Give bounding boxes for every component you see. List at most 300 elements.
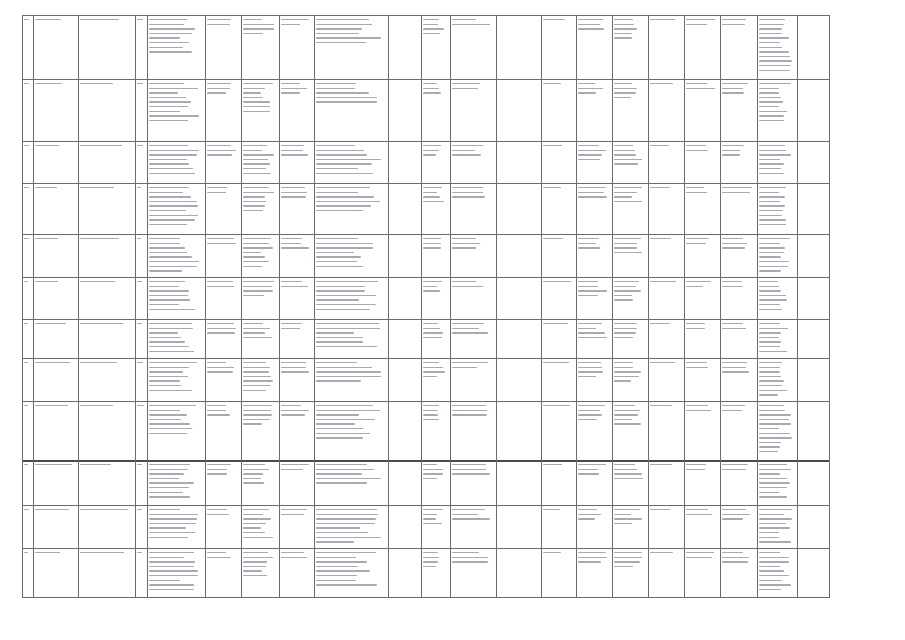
illegible-text-line: [543, 552, 561, 553]
illegible-text-line: [578, 332, 605, 333]
illegible-text-line: [543, 145, 562, 146]
illegible-text-line: [316, 473, 362, 474]
illegible-text-line: [316, 332, 354, 333]
table-cell: [279, 15, 314, 79]
illegible-text-line: [281, 328, 300, 329]
illegible-text-line: [207, 509, 227, 510]
table-cell: [757, 15, 797, 79]
illegible-text-line: [686, 145, 706, 146]
table-cell: [541, 460, 576, 505]
illegible-text-line: [686, 405, 708, 406]
table-cell: [314, 319, 388, 358]
table-cell: [797, 277, 829, 319]
illegible-text-line: [423, 28, 444, 29]
illegible-text-line: [316, 518, 376, 519]
illegible-text-line: [149, 163, 189, 164]
illegible-text-line: [423, 376, 437, 377]
illegible-text-line: [759, 496, 787, 497]
illegible-text-line: [686, 557, 712, 558]
illegible-text-line: [759, 385, 782, 386]
table-cell: [22, 548, 33, 597]
illegible-text-line: [137, 187, 141, 188]
illegible-text-line: [316, 205, 371, 206]
table-cell: [135, 183, 147, 234]
illegible-text-line: [686, 552, 714, 553]
illegible-text-line: [207, 238, 234, 239]
illegible-text-line: [281, 410, 309, 411]
illegible-text-line: [759, 115, 784, 116]
illegible-text-line: [650, 464, 672, 465]
table-cell: [496, 141, 541, 183]
table-cell: [279, 183, 314, 234]
illegible-text-line: [243, 509, 269, 510]
illegible-text-line: [686, 328, 705, 329]
table-cell: [279, 79, 314, 141]
illegible-text-line: [316, 37, 381, 38]
illegible-text-line: [686, 281, 711, 282]
illegible-text-line: [759, 394, 778, 395]
illegible-text-line: [207, 24, 230, 25]
illegible-text-line: [759, 552, 780, 553]
table-cell: [147, 79, 205, 141]
table-cell: [648, 15, 684, 79]
table-cell: [135, 548, 147, 597]
table-cell: [450, 319, 496, 358]
illegible-text-line: [759, 187, 786, 188]
illegible-text-line: [149, 150, 199, 151]
table-cell: [135, 460, 147, 505]
illegible-text-line: [243, 168, 266, 169]
table-cell: [541, 358, 576, 401]
illegible-text-line: [316, 380, 361, 381]
illegible-text-line: [80, 281, 115, 282]
illegible-text-line: [149, 385, 181, 386]
illegible-text-line: [650, 509, 670, 510]
illegible-text-line: [423, 523, 442, 524]
illegible-text-line: [316, 256, 361, 257]
illegible-text-line: [80, 362, 117, 363]
illegible-text-line: [578, 414, 602, 415]
table-cell: [135, 505, 147, 548]
illegible-text-line: [722, 371, 749, 372]
table-cell: [576, 548, 612, 597]
illegible-text-line: [281, 92, 300, 93]
illegible-text-line: [614, 464, 635, 465]
table-cell: [421, 79, 450, 141]
illegible-text-line: [149, 281, 185, 282]
illegible-text-line: [149, 557, 184, 558]
illegible-text-line: [149, 286, 179, 287]
illegible-text-line: [243, 192, 274, 193]
illegible-text-line: [543, 362, 569, 363]
table-cell: [496, 319, 541, 358]
illegible-text-line: [243, 518, 271, 519]
table-cell: [205, 505, 241, 548]
illegible-text-line: [722, 514, 750, 515]
illegible-text-line: [137, 281, 142, 282]
illegible-text-line: [614, 410, 640, 411]
illegible-text-line: [759, 346, 780, 347]
illegible-text-line: [722, 238, 743, 239]
illegible-text-line: [316, 252, 354, 253]
illegible-text-line: [243, 371, 269, 372]
illegible-text-line: [24, 83, 29, 84]
illegible-text-line: [578, 328, 596, 329]
table-cell: [33, 183, 78, 234]
illegible-text-line: [149, 51, 192, 52]
table-cell: [314, 358, 388, 401]
table-cell: [496, 505, 541, 548]
illegible-text-line: [578, 557, 607, 558]
illegible-text-line: [452, 192, 483, 193]
table-cell: [450, 79, 496, 141]
table-cell: [576, 319, 612, 358]
table-cell: [612, 15, 648, 79]
illegible-text-line: [423, 328, 440, 329]
table-cell: [22, 234, 33, 277]
illegible-text-line: [759, 362, 782, 363]
illegible-text-line: [759, 566, 780, 567]
illegible-text-line: [614, 37, 632, 38]
illegible-text-line: [759, 557, 789, 558]
illegible-text-line: [149, 371, 183, 372]
illegible-text-line: [423, 509, 443, 510]
table-cell: [541, 234, 576, 277]
illegible-text-line: [149, 414, 187, 415]
illegible-text-line: [80, 552, 124, 553]
illegible-text-line: [316, 532, 368, 533]
illegible-text-line: [24, 464, 28, 465]
illegible-text-line: [423, 187, 442, 188]
table-cell: [720, 15, 757, 79]
table-cell: [388, 234, 421, 277]
illegible-text-line: [316, 527, 360, 528]
illegible-text-line: [759, 120, 784, 121]
illegible-text-line: [423, 238, 441, 239]
table-cell: [314, 505, 388, 548]
table-cell: [241, 183, 279, 234]
table-cell: [612, 79, 648, 141]
illegible-text-line: [207, 150, 236, 151]
illegible-text-line: [316, 266, 363, 267]
illegible-text-line: [316, 433, 370, 434]
table-cell: [797, 183, 829, 234]
table-cell: [22, 79, 33, 141]
illegible-text-line: [149, 584, 194, 585]
illegible-text-line: [149, 570, 198, 571]
illegible-text-line: [316, 196, 374, 197]
illegible-text-line: [543, 238, 563, 239]
illegible-text-line: [722, 518, 743, 519]
illegible-text-line: [722, 92, 744, 93]
illegible-text-line: [423, 33, 440, 34]
illegible-text-line: [578, 238, 599, 239]
illegible-text-line: [316, 210, 363, 211]
illegible-text-line: [614, 566, 633, 567]
illegible-text-line: [614, 509, 640, 510]
table-cell: [576, 460, 612, 505]
illegible-text-line: [423, 566, 436, 567]
illegible-text-line: [578, 323, 602, 324]
illegible-text-line: [316, 337, 363, 338]
illegible-text-line: [316, 376, 381, 377]
illegible-text-line: [614, 290, 641, 291]
illegible-text-line: [281, 371, 309, 372]
illegible-text-line: [452, 243, 480, 244]
illegible-text-line: [207, 367, 234, 368]
illegible-text-line: [578, 376, 596, 377]
illegible-text-line: [614, 19, 633, 20]
illegible-text-line: [35, 464, 72, 465]
illegible-text-line: [452, 332, 488, 333]
illegible-text-line: [149, 518, 197, 519]
table-cell: [684, 401, 720, 460]
illegible-text-line: [243, 163, 270, 164]
illegible-text-line: [243, 566, 266, 567]
illegible-text-line: [281, 88, 307, 89]
illegible-text-line: [759, 351, 787, 352]
illegible-text-line: [722, 286, 743, 287]
table-cell: [757, 277, 797, 319]
table-cell: [22, 401, 33, 460]
illegible-text-line: [281, 514, 304, 515]
table-cell: [78, 234, 135, 277]
table-cell: [135, 319, 147, 358]
table-cell: [33, 15, 78, 79]
illegible-text-line: [759, 270, 781, 271]
illegible-text-line: [149, 464, 190, 465]
illegible-text-line: [207, 243, 236, 244]
table-cell: [648, 319, 684, 358]
illegible-text-line: [149, 224, 187, 225]
table-cell: [241, 505, 279, 548]
illegible-text-line: [650, 238, 671, 239]
illegible-text-line: [614, 514, 631, 515]
illegible-text-line: [316, 290, 365, 291]
illegible-text-line: [452, 24, 490, 25]
illegible-text-line: [243, 561, 267, 562]
illegible-text-line: [316, 514, 378, 515]
table-cell: [684, 277, 720, 319]
table-cell: [421, 505, 450, 548]
illegible-text-line: [207, 332, 235, 333]
illegible-text-line: [149, 362, 197, 363]
table-cell: [147, 358, 205, 401]
illegible-text-line: [614, 192, 637, 193]
illegible-text-line: [722, 410, 742, 411]
illegible-text-line: [423, 557, 439, 558]
illegible-text-line: [614, 33, 632, 34]
illegible-text-line: [722, 154, 740, 155]
illegible-text-line: [149, 580, 180, 581]
illegible-text-line: [759, 589, 781, 590]
illegible-text-line: [207, 328, 236, 329]
table-cell: [496, 277, 541, 319]
illegible-text-line: [614, 323, 637, 324]
illegible-text-line: [316, 83, 356, 84]
illegible-text-line: [149, 145, 188, 146]
table-column-divider: [829, 15, 830, 597]
table-cell: [279, 277, 314, 319]
illegible-text-line: [281, 362, 306, 363]
illegible-text-line: [423, 419, 439, 420]
illegible-text-line: [759, 575, 789, 576]
illegible-text-line: [243, 405, 272, 406]
illegible-text-line: [614, 478, 643, 479]
illegible-text-line: [149, 537, 188, 538]
illegible-text-line: [149, 196, 191, 197]
illegible-text-line: [149, 323, 192, 324]
illegible-text-line: [423, 145, 441, 146]
illegible-text-line: [614, 469, 637, 470]
illegible-text-line: [316, 405, 373, 406]
illegible-text-line: [614, 88, 637, 89]
illegible-text-line: [316, 281, 378, 282]
table-cell: [648, 460, 684, 505]
illegible-text-line: [149, 304, 179, 305]
table-cell: [720, 505, 757, 548]
table-cell: [205, 79, 241, 141]
table-cell: [612, 505, 648, 548]
illegible-text-line: [207, 473, 227, 474]
illegible-text-line: [316, 464, 367, 465]
table-cell: [147, 183, 205, 234]
table-cell: [612, 277, 648, 319]
illegible-text-line: [759, 337, 779, 338]
table-cell: [612, 401, 648, 460]
illegible-text-line: [759, 390, 787, 391]
illegible-text-line: [423, 24, 438, 25]
illegible-text-line: [281, 24, 300, 25]
illegible-text-line: [452, 150, 475, 151]
illegible-text-line: [243, 523, 266, 524]
illegible-text-line: [316, 566, 358, 567]
illegible-text-line: [316, 557, 356, 558]
illegible-text-line: [243, 552, 268, 553]
illegible-text-line: [722, 145, 744, 146]
table-cell: [78, 505, 135, 548]
illegible-text-line: [24, 323, 28, 324]
illegible-text-line: [614, 83, 632, 84]
illegible-text-line: [149, 566, 194, 567]
table-cell: [33, 460, 78, 505]
table-cell: [757, 401, 797, 460]
illegible-text-line: [207, 557, 231, 558]
illegible-text-line: [543, 464, 562, 465]
table-cell: [450, 141, 496, 183]
illegible-text-line: [614, 419, 632, 420]
illegible-text-line: [149, 215, 198, 216]
illegible-text-line: [759, 464, 787, 465]
illegible-text-line: [650, 405, 672, 406]
illegible-text-line: [316, 28, 362, 29]
table-cell: [314, 401, 388, 460]
illegible-text-line: [243, 328, 270, 329]
table-cell: [757, 319, 797, 358]
illegible-text-line: [137, 362, 143, 363]
illegible-text-line: [316, 561, 367, 562]
illegible-text-line: [281, 150, 303, 151]
table-cell: [757, 358, 797, 401]
illegible-text-line: [759, 92, 779, 93]
illegible-text-line: [452, 518, 490, 519]
table-cell: [757, 141, 797, 183]
table-cell: [314, 79, 388, 141]
illegible-text-line: [243, 557, 273, 558]
illegible-text-line: [243, 154, 274, 155]
illegible-text-line: [578, 367, 602, 368]
illegible-text-line: [759, 580, 782, 581]
illegible-text-line: [614, 367, 633, 368]
illegible-text-line: [137, 509, 142, 510]
illegible-text-line: [452, 410, 487, 411]
table-cell: [757, 234, 797, 277]
table-cell: [205, 358, 241, 401]
illegible-text-line: [650, 145, 669, 146]
table-cell: [541, 141, 576, 183]
illegible-text-line: [614, 561, 640, 562]
illegible-text-line: [316, 295, 376, 296]
illegible-text-line: [759, 83, 791, 84]
illegible-text-line: [316, 423, 355, 424]
illegible-text-line: [316, 201, 380, 202]
illegible-text-line: [316, 580, 356, 581]
table-cell: [757, 79, 797, 141]
table-cell: [648, 358, 684, 401]
illegible-text-line: [759, 380, 784, 381]
illegible-text-line: [207, 469, 227, 470]
illegible-text-line: [759, 451, 778, 452]
illegible-text-line: [578, 552, 606, 553]
illegible-text-line: [149, 509, 180, 510]
illegible-text-line: [207, 92, 226, 93]
table-cell: [684, 358, 720, 401]
illegible-text-line: [149, 514, 198, 515]
illegible-text-line: [759, 410, 785, 411]
illegible-text-line: [543, 187, 561, 188]
illegible-text-line: [722, 323, 743, 324]
illegible-text-line: [243, 83, 273, 84]
illegible-text-line: [452, 414, 487, 415]
illegible-text-line: [759, 561, 789, 562]
illegible-text-line: [316, 299, 359, 300]
table-cell: [279, 548, 314, 597]
illegible-text-line: [149, 205, 198, 206]
illegible-text-line: [80, 187, 114, 188]
illegible-text-line: [137, 405, 144, 406]
table-cell: [241, 460, 279, 505]
illegible-text-line: [452, 514, 478, 515]
table-cell: [22, 460, 33, 505]
illegible-text-line: [243, 145, 267, 146]
table-cell: [205, 183, 241, 234]
illegible-text-line: [759, 51, 789, 52]
table-cell: [241, 15, 279, 79]
illegible-text-line: [149, 238, 180, 239]
table-cell: [33, 401, 78, 460]
illegible-text-line: [149, 346, 189, 347]
illegible-text-line: [149, 111, 180, 112]
illegible-text-line: [759, 304, 780, 305]
table-cell: [135, 141, 147, 183]
illegible-text-line: [578, 145, 599, 146]
illegible-text-line: [759, 309, 782, 310]
table-cell: [279, 234, 314, 277]
table-cell: [496, 234, 541, 277]
illegible-text-line: [316, 145, 355, 146]
illegible-text-line: [686, 187, 704, 188]
table-cell: [78, 15, 135, 79]
